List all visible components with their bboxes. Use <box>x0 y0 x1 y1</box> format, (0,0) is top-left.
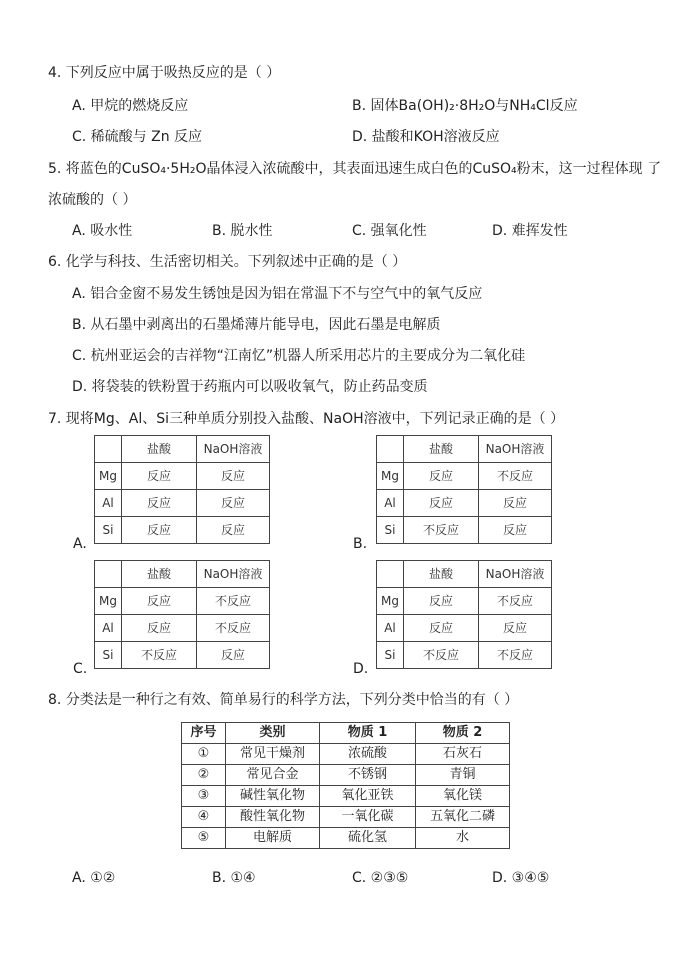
row-index: ① <box>182 744 226 765</box>
row-header-al: Al <box>377 490 404 517</box>
header-category: 类别 <box>226 723 320 744</box>
q5-option-d: D. 难挥发性 <box>492 223 568 239</box>
cell: 反应 <box>122 463 197 490</box>
row-substance-2: 五氧化二磷 <box>416 807 510 828</box>
header-substance-2: 物质 2 <box>416 723 510 744</box>
table-row <box>182 765 510 786</box>
cell: 不反应 <box>479 642 552 669</box>
row-substance-1: 一氧化碳 <box>320 807 416 828</box>
row-substance-1: 硫化氢 <box>320 828 416 849</box>
q7-option-a-label: A. <box>73 536 87 552</box>
q8-classification-table <box>181 722 510 849</box>
col-header-hcl: 盐酸 <box>404 561 479 588</box>
row-category: 电解质 <box>226 828 320 849</box>
q7-table-c <box>94 560 270 669</box>
q4-option-b: B. 固体Ba(OH)₂·8H₂O与NH₄Cl反应 <box>352 98 578 114</box>
q7-stem: 7. 现将Mg、Al、Si三种单质分别投入盐酸、NaOH溶液中，下列记录正确的是（ ） <box>48 411 565 427</box>
cell: 不反应 <box>197 588 270 615</box>
cell: 不反应 <box>404 517 479 544</box>
cell: 反应 <box>197 463 270 490</box>
q6-option-c: C. 杭州亚运会的吉祥物“江南忆”机器人所采用芯片的主要成分为二氧化硅 <box>72 348 526 364</box>
q6-option-d: D. 将袋装的铁粉置于药瓶内可以吸收氧气，防止药品变质 <box>72 379 428 395</box>
row-substance-1: 氧化亚铁 <box>320 786 416 807</box>
row-index: ④ <box>182 807 226 828</box>
row-category: 常见干燥剂 <box>226 744 320 765</box>
cell: 反应 <box>479 517 552 544</box>
q6-option-a: A. 铝合金窗不易发生锈蚀是因为铝在常温下不与空气中的氧气反应 <box>72 286 483 302</box>
q5-option-c: C. 强氧化性 <box>352 223 427 239</box>
header-index: 序号 <box>182 723 226 744</box>
col-header-naoh: NaOH溶液 <box>479 561 552 588</box>
cell: 反应 <box>197 642 270 669</box>
q8-stem: 8. 分类法是一种行之有效、简单易行的科学方法，下列分类中恰当的有（ ） <box>48 692 519 708</box>
cell: 反应 <box>197 517 270 544</box>
q4-option-c: C. 稀硫酸与 Zn 反应 <box>72 129 203 145</box>
table-row <box>182 744 510 765</box>
q6-stem: 6. 化学与科技、生活密切相关。下列叙述中正确的是（ ） <box>48 254 407 270</box>
q5-stem-continued: 浓硫酸的（ ） <box>48 192 137 208</box>
row-substance-1: 浓硫酸 <box>320 744 416 765</box>
cell: 不反应 <box>197 615 270 642</box>
q7-option-c-label: C. <box>73 661 88 677</box>
q7-table-b <box>376 435 552 544</box>
row-header-si: Si <box>377 642 404 669</box>
q7-table-d <box>376 560 552 669</box>
cell: 反应 <box>404 588 479 615</box>
col-header-hcl: 盐酸 <box>122 561 197 588</box>
table-row <box>182 786 510 807</box>
q7-table-a <box>94 435 270 544</box>
row-substance-2: 青铜 <box>416 765 510 786</box>
q7-option-b-label: B. <box>353 536 368 552</box>
q4-stem: 4. 下列反应中属于吸热反应的是（ ） <box>48 65 281 81</box>
row-substance-2: 氧化镁 <box>416 786 510 807</box>
row-category: 酸性氧化物 <box>226 807 320 828</box>
cell: 不反应 <box>479 463 552 490</box>
cell: 反应 <box>404 615 479 642</box>
cell: 不反应 <box>404 642 479 669</box>
table-row <box>182 807 510 828</box>
cell: 反应 <box>404 490 479 517</box>
table-row <box>182 828 510 849</box>
q8-option-c: C. ②③⑤ <box>352 870 409 886</box>
row-substance-2: 石灰石 <box>416 744 510 765</box>
q4-option-d: D. 盐酸和KOH溶液反应 <box>352 129 500 145</box>
col-header-naoh: NaOH溶液 <box>197 561 270 588</box>
row-header-mg: Mg <box>95 463 122 490</box>
row-index: ③ <box>182 786 226 807</box>
row-index: ⑤ <box>182 828 226 849</box>
cell: 反应 <box>122 588 197 615</box>
cell: 反应 <box>122 490 197 517</box>
row-category: 碱性氧化物 <box>226 786 320 807</box>
q8-option-b: B. ①④ <box>212 870 256 886</box>
q8-option-a: A. ①② <box>72 870 116 886</box>
cell: 反应 <box>122 517 197 544</box>
q8-option-d: D. ③④⑤ <box>492 870 550 886</box>
col-header-hcl: 盐酸 <box>122 436 197 463</box>
row-header-al: Al <box>95 615 122 642</box>
cell: 反应 <box>479 615 552 642</box>
row-substance-2: 水 <box>416 828 510 849</box>
q6-option-b: B. 从石墨中剥离出的石墨烯薄片能导电，因此石墨是电解质 <box>72 317 441 333</box>
row-header-mg: Mg <box>377 588 404 615</box>
q5-option-a: A. 吸水性 <box>72 223 133 239</box>
cell: 反应 <box>197 490 270 517</box>
col-header-naoh: NaOH溶液 <box>197 436 270 463</box>
row-header-si: Si <box>377 517 404 544</box>
q7-option-d-label: D. <box>353 661 369 677</box>
header-substance-1: 物质 1 <box>320 723 416 744</box>
row-header-mg: Mg <box>95 588 122 615</box>
q4-option-a: A. 甲烷的燃烧反应 <box>72 98 189 114</box>
row-header-si: Si <box>95 642 122 669</box>
row-header-al: Al <box>377 615 404 642</box>
row-header-si: Si <box>95 517 122 544</box>
cell: 反应 <box>404 463 479 490</box>
col-header-hcl: 盐酸 <box>404 436 479 463</box>
row-header-mg: Mg <box>377 463 404 490</box>
q5-stem: 5. 将蓝色的CuSO₄·5H₂O晶体浸入浓硫酸中，其表面迅速生成白色的CuSO₄粉末，这一过程体现 了 <box>48 161 662 177</box>
cell: 不反应 <box>122 642 197 669</box>
row-index: ② <box>182 765 226 786</box>
cell: 不反应 <box>479 588 552 615</box>
col-header-naoh: NaOH溶液 <box>479 436 552 463</box>
cell: 反应 <box>479 490 552 517</box>
row-category: 常见合金 <box>226 765 320 786</box>
q5-option-b: B. 脱水性 <box>212 223 273 239</box>
cell: 反应 <box>122 615 197 642</box>
row-substance-1: 不锈钢 <box>320 765 416 786</box>
row-header-al: Al <box>95 490 122 517</box>
